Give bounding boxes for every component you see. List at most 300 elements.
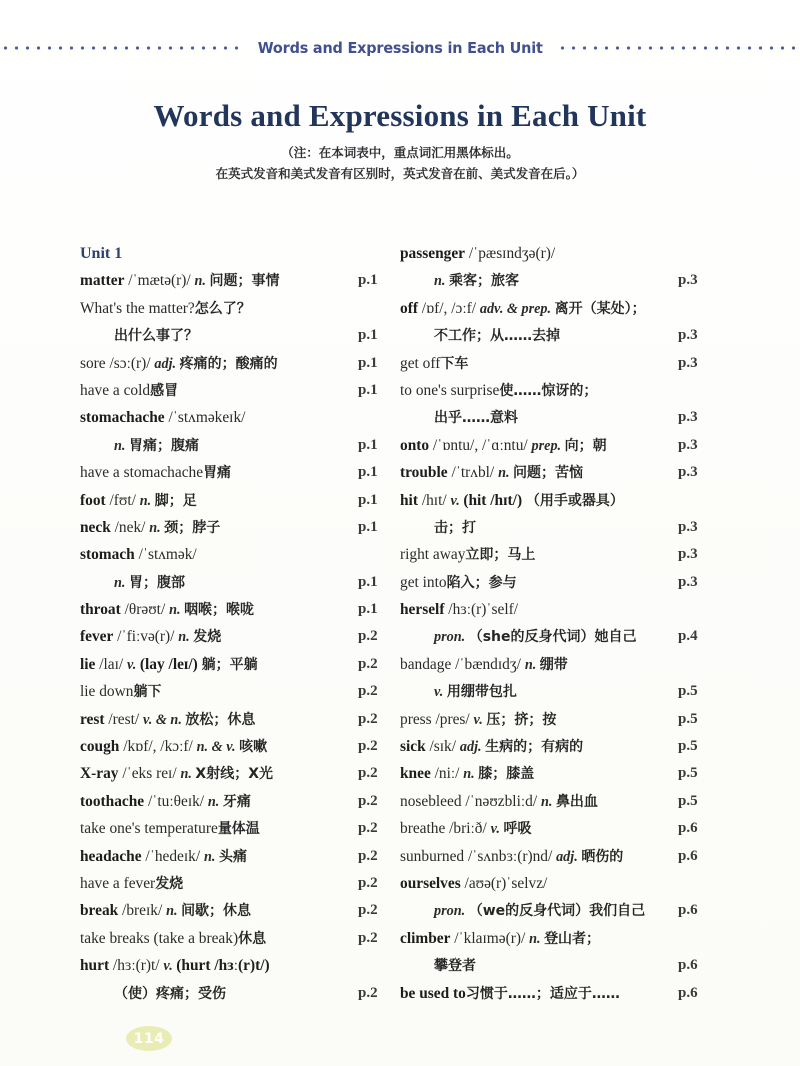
entry-gloss: （she的反身代词）她自己 <box>468 629 637 646</box>
entry-text <box>80 541 197 568</box>
glossary-entry <box>400 404 720 431</box>
entry-headword: take one's temperature <box>80 820 218 838</box>
entry-text <box>80 925 266 953</box>
entry-pronunciation: /ˈstʌməkeɪk/ <box>164 409 246 427</box>
entry-pronunciation: /ˈtuːθeɪk/ <box>144 792 208 810</box>
entry-headword: fever <box>80 628 114 646</box>
entry-pronunciation: /sɪk/ <box>425 738 460 756</box>
entry-gloss: 不工作；从……去掉 <box>434 328 560 345</box>
entry-part-of-speech: n. <box>180 766 196 783</box>
glossary-entry <box>400 760 720 787</box>
entry-page-reference: p.5 <box>678 683 698 700</box>
entry-headword: sunburned <box>400 847 465 865</box>
entry-page-reference: p.6 <box>678 820 698 837</box>
entry-pronunciation: /ˈmætə(r)/ <box>124 272 195 290</box>
entry-gloss: 发烧 <box>155 875 184 892</box>
entry-headword: be used to <box>400 984 466 1002</box>
entry-gloss: 咳嗽 <box>239 739 268 756</box>
entry-pronunciation: /hɪt/ <box>417 491 451 509</box>
entry-page-reference: p.2 <box>358 874 378 891</box>
entry-part-of-speech: adj. <box>459 739 486 756</box>
entry-gloss: 躺；平躺 <box>201 656 258 673</box>
entry-part-of-speech: n. <box>498 465 514 482</box>
entry-part-of-speech: n. & v. <box>196 739 240 756</box>
entry-part-of-speech: v. <box>127 656 140 673</box>
glossary-entry <box>400 267 720 294</box>
entry-headword: have a stomachache <box>80 464 204 482</box>
entry-page-reference: p.3 <box>678 573 698 590</box>
entry-text <box>400 788 598 816</box>
entry-headword: nosebleed <box>400 792 462 810</box>
glossary-entry <box>400 487 720 514</box>
entry-page-reference: p.2 <box>358 984 378 1001</box>
entry-pronunciation: /ˈpæsɪndʒə(r)/ <box>464 245 556 262</box>
entry-gloss: 休息 <box>238 930 267 947</box>
entry-pronunciation: /nek/ <box>110 518 150 536</box>
entry-gloss: 头痛 <box>218 848 247 865</box>
entry-page-reference: p.3 <box>678 546 698 563</box>
entry-headword: have a cold <box>80 381 151 399</box>
entry-pronunciation: /ˈsʌnbɜː(r)nd/ <box>464 847 557 865</box>
entry-inflection: (hurt /hɜː(r)t/) <box>176 957 270 975</box>
entry-headword: rest <box>80 710 105 728</box>
entry-page-reference: p.2 <box>358 792 378 809</box>
entry-pronunciation: /briːð/ <box>445 820 491 838</box>
entry-text <box>400 514 476 542</box>
entry-inflection: (lay /leɪ/) <box>139 655 202 673</box>
glossary-entry <box>80 623 400 650</box>
entry-headword: sick <box>400 738 426 756</box>
glossary-entry <box>80 404 400 431</box>
entry-text <box>400 678 517 706</box>
entry-page-reference: p.1 <box>358 464 378 481</box>
entry-part-of-speech: v. & n. <box>142 711 186 728</box>
glossary-entry <box>80 569 400 596</box>
glossary-entry <box>400 843 720 870</box>
glossary-entry <box>80 459 400 486</box>
glossary-entry <box>400 678 720 705</box>
entry-text <box>80 897 251 925</box>
entry-page-reference: p.5 <box>678 792 698 809</box>
entry-part-of-speech: adj. <box>154 355 180 372</box>
glossary-entry <box>80 870 400 897</box>
entry-page-reference: p.6 <box>678 902 698 919</box>
entry-text <box>400 432 607 460</box>
entry-page-reference: p.1 <box>358 573 378 590</box>
glossary-entry <box>400 623 720 650</box>
entry-gloss: 躺下 <box>133 684 162 701</box>
entry-gloss: 向；朝 <box>564 437 607 454</box>
entry-text <box>400 541 535 569</box>
entry-text <box>80 870 183 898</box>
glossary-entry <box>80 322 400 349</box>
glossary-entry <box>80 760 400 787</box>
entry-text <box>400 623 637 651</box>
entry-pronunciation: /fʊt/ <box>105 491 140 509</box>
entry-text <box>80 295 251 323</box>
entry-pronunciation: /ˈstʌmək/ <box>134 546 197 564</box>
entry-text <box>80 404 245 431</box>
glossary-entry <box>80 377 400 404</box>
entry-headword: headache <box>80 847 142 865</box>
entry-gloss: 乘客；旅客 <box>448 273 519 290</box>
glossary-entry <box>80 267 400 294</box>
glossary-entry <box>400 980 720 1007</box>
entry-pronunciation: /ˈtrʌbl/ <box>447 464 499 482</box>
entry-part-of-speech: n. <box>114 437 129 454</box>
glossary-entry <box>80 651 400 678</box>
entry-pronunciation: /niː/ <box>430 765 464 783</box>
entry-headword: passenger <box>400 245 465 262</box>
entry-page-reference: p.6 <box>678 847 698 864</box>
entry-part-of-speech: n. <box>114 574 129 591</box>
entry-pronunciation: /ˈfiːvə(r)/ <box>113 628 179 646</box>
glossary-entry <box>80 897 400 924</box>
entry-gloss: 咽喉；喉咙 <box>184 602 255 619</box>
entry-headword: take breaks (take a break) <box>80 929 239 947</box>
entry-text <box>80 459 231 487</box>
entry-gloss: 颈；脖子 <box>164 519 221 536</box>
entry-part-of-speech: v. <box>450 492 464 509</box>
entry-text <box>80 952 270 980</box>
entry-headword: ourselves <box>400 874 461 892</box>
glossary-entry <box>400 733 720 760</box>
entry-pronunciation: /pres/ <box>431 710 474 728</box>
glossary-entry <box>400 952 720 979</box>
entry-headword: have a fever <box>80 874 156 892</box>
entry-text <box>400 925 600 953</box>
entry-pronunciation: /ˈnəʊzbliːd/ <box>461 792 541 810</box>
entry-page-reference: p.4 <box>678 628 698 645</box>
entry-text <box>80 350 278 378</box>
entry-gloss: 使……惊讶的； <box>499 382 598 399</box>
entry-gloss: 离开（某处）； <box>554 300 646 317</box>
entry-gloss: 问题；苦恼 <box>513 465 584 482</box>
entry-gloss: 陷入；参与 <box>446 574 517 591</box>
entry-text <box>400 350 468 378</box>
entry-gloss: （用手或器具） <box>525 492 624 509</box>
entry-headword: right away <box>400 546 466 564</box>
entry-page-reference: p.3 <box>678 354 698 371</box>
entry-gloss: 问题；事情 <box>209 273 280 290</box>
entry-headword: off <box>400 299 418 317</box>
glossary-entry <box>400 322 720 349</box>
entry-part-of-speech: n. <box>139 492 155 509</box>
entry-headword: throat <box>80 601 121 619</box>
glossary-entry <box>400 596 720 623</box>
glossary-entry <box>80 925 400 952</box>
entry-page-reference: p.2 <box>358 929 378 946</box>
entry-headword: hit <box>400 491 418 509</box>
entry-gloss: 牙痛 <box>222 793 251 810</box>
entry-text <box>400 980 620 1008</box>
entry-part-of-speech: v. <box>490 821 504 838</box>
glossary-column-left <box>80 240 400 1007</box>
glossary-entry <box>80 843 400 870</box>
glossary-entry <box>80 596 400 623</box>
entry-text <box>400 322 560 350</box>
entry-text <box>80 487 197 515</box>
entry-text <box>80 569 185 597</box>
usage-note <box>0 142 800 184</box>
entry-text <box>400 706 556 734</box>
entry-page-reference: p.5 <box>678 710 698 727</box>
entry-gloss: 胃；腹部 <box>128 574 185 591</box>
glossary-entry <box>400 541 720 568</box>
entry-text <box>400 459 583 487</box>
entry-gloss: （we的反身代词）我们自己 <box>468 903 646 920</box>
entry-gloss: 怎么了？ <box>194 300 251 317</box>
entry-part-of-speech: v. <box>473 711 487 728</box>
entry-page-reference: p.2 <box>358 820 378 837</box>
entry-page-reference: p.1 <box>358 354 378 371</box>
glossary-entry <box>80 541 400 568</box>
entry-page-reference: p.1 <box>358 518 378 535</box>
glossary-entry <box>80 815 400 842</box>
unit-heading: Unit 1 <box>80 245 123 262</box>
entry-pronunciation: /ˈɒntu/, /ˈɑːntu/ <box>429 436 532 454</box>
glossary-entry <box>80 706 400 733</box>
entry-part-of-speech: adj. <box>556 848 582 865</box>
entry-text <box>400 267 519 295</box>
entry-part-of-speech: n. <box>540 793 556 810</box>
entry-text <box>400 240 555 267</box>
glossary-entry <box>400 514 720 541</box>
entry-headword: press <box>400 710 432 728</box>
entry-text <box>400 760 534 788</box>
glossary-entry <box>80 952 400 979</box>
entry-text <box>80 267 280 295</box>
entry-headword: stomachache <box>80 409 165 427</box>
entry-gloss: 晒伤的 <box>581 848 624 865</box>
glossary-entry <box>400 651 720 678</box>
entry-gloss: X射线；X光 <box>195 766 274 783</box>
entry-text <box>400 569 517 597</box>
entry-text <box>400 952 476 980</box>
entry-pronunciation: /θrəʊt/ <box>120 601 170 619</box>
entry-headword: foot <box>80 491 106 509</box>
entry-pronunciation: /ˈbændɪdʒ/ <box>451 655 525 673</box>
entry-page-reference: p.5 <box>678 765 698 782</box>
entry-text <box>400 487 624 515</box>
entry-gloss: 生病的；有病的 <box>485 739 584 756</box>
entry-page-reference: p.2 <box>358 683 378 700</box>
entry-gloss: 呼吸 <box>503 821 532 838</box>
entry-headword: What's the matter? <box>80 299 195 317</box>
entry-gloss: 用绷带包扎 <box>446 684 517 701</box>
running-head-title: Words and Expressions in Each Unit <box>257 39 543 57</box>
glossary-entry <box>80 487 400 514</box>
entry-page-reference: p.1 <box>358 272 378 289</box>
entry-text <box>80 760 273 788</box>
entry-page-reference: p.6 <box>678 984 698 1001</box>
entry-text <box>80 322 198 350</box>
page-number-badge: 114 <box>126 1026 172 1051</box>
entry-pronunciation: /ˈklaɪmə(r)/ <box>450 929 530 947</box>
glossary-entry <box>400 870 720 897</box>
running-head <box>0 36 800 60</box>
entry-pronunciation: /ˈeks reɪ/ <box>118 765 181 783</box>
entry-gloss: 胃痛；腹痛 <box>128 437 199 454</box>
entry-page-reference: p.1 <box>358 327 378 344</box>
entry-gloss: 习惯于……；适应于…… <box>465 985 620 1002</box>
entry-part-of-speech: n. <box>207 793 223 810</box>
glossary-entry <box>400 350 720 377</box>
entry-page-reference: p.2 <box>358 710 378 727</box>
glossary-entry <box>400 569 720 596</box>
entry-gloss: 出乎……意料 <box>434 410 518 427</box>
entry-page-reference: p.1 <box>358 601 378 618</box>
entry-pronunciation: /hɜː(r)t/ <box>109 957 164 975</box>
usage-note-line-1: （注：在本词表中，重点词汇用黑体标出。 <box>281 145 519 160</box>
entry-gloss: 膝；膝盖 <box>478 766 535 783</box>
entry-gloss: 脚；足 <box>154 492 197 509</box>
entry-part-of-speech: pron. <box>434 903 469 920</box>
entry-text <box>80 623 221 651</box>
glossary-entry <box>400 815 720 842</box>
entry-gloss: 感冒 <box>150 382 179 399</box>
entry-text <box>400 733 583 761</box>
entry-headword: X-ray <box>80 765 119 783</box>
entry-text <box>400 651 568 679</box>
entry-gloss: 登山者； <box>544 930 601 947</box>
entry-part-of-speech: prep. <box>531 437 565 454</box>
entry-page-reference: p.2 <box>358 902 378 919</box>
entry-text <box>80 651 258 679</box>
entry-page-reference: p.3 <box>678 272 698 289</box>
glossary-entry <box>400 240 720 267</box>
entry-gloss: 立即；马上 <box>465 547 536 564</box>
glossary-entry <box>80 733 400 760</box>
entry-page-reference: p.2 <box>358 847 378 864</box>
entry-part-of-speech: v. <box>434 684 447 701</box>
glossary-entry <box>400 925 720 952</box>
entry-inflection: (hit /hɪt/) <box>463 491 526 509</box>
entry-part-of-speech: n. <box>529 930 545 947</box>
entry-text <box>80 788 251 816</box>
entry-headword: toothache <box>80 792 145 810</box>
entry-gloss: 下车 <box>440 355 469 372</box>
entry-gloss: 攀登者 <box>434 958 476 975</box>
glossary-entry <box>400 377 720 404</box>
entry-part-of-speech: n. <box>169 602 185 619</box>
entry-page-reference: p.1 <box>358 436 378 453</box>
entry-pronunciation: /ɒf/, /ɔːf/ <box>417 299 480 317</box>
dotted-rule-left <box>0 46 243 50</box>
page-title: Words and Expressions in Each Unit <box>153 98 647 133</box>
entry-gloss: 发烧 <box>193 629 222 646</box>
entry-headword: onto <box>400 436 430 454</box>
glossary-column-right <box>400 240 720 1007</box>
entry-page-reference: p.2 <box>358 738 378 755</box>
dotted-rule-right <box>557 46 800 50</box>
entry-pronunciation: /kɒf/, /kɔːf/ <box>119 738 197 756</box>
entry-gloss: 量体温 <box>217 821 260 838</box>
entry-page-reference: p.3 <box>678 436 698 453</box>
glossary-entry <box>80 295 400 322</box>
entry-text <box>80 596 254 624</box>
glossary-entry <box>80 514 400 541</box>
entry-pronunciation: /ˈhedeɪk/ <box>141 847 204 865</box>
entry-headword: to one's surprise <box>400 381 500 399</box>
entry-headword: trouble <box>400 464 448 482</box>
entry-page-reference: p.6 <box>678 957 698 974</box>
entry-page-reference: p.2 <box>358 628 378 645</box>
entry-headword: herself <box>400 601 445 619</box>
entry-gloss: （使）疼痛；受伤 <box>114 985 226 1002</box>
entry-headword: cough <box>80 738 120 756</box>
entry-headword: break <box>80 902 119 920</box>
glossary-entry <box>400 788 720 815</box>
entry-text <box>400 377 597 405</box>
glossary-entry <box>80 432 400 459</box>
entry-text <box>400 843 623 871</box>
entry-gloss: 间歇；休息 <box>181 903 252 920</box>
glossary-columns <box>0 240 800 1030</box>
entry-page-reference: p.5 <box>678 738 698 755</box>
glossary-entry <box>400 459 720 486</box>
entry-pronunciation: /rest/ <box>104 710 143 728</box>
entry-headword: climber <box>400 929 451 947</box>
entry-pronunciation: /laɪ/ <box>95 655 128 673</box>
entry-text <box>80 377 178 405</box>
entry-text <box>400 815 532 843</box>
entry-part-of-speech: n. <box>178 629 194 646</box>
entry-headword: sore <box>80 354 106 372</box>
entry-pronunciation: /hɜː(r)ˈself/ <box>444 601 519 619</box>
entry-text <box>400 870 547 897</box>
entry-text <box>80 706 255 734</box>
entry-part-of-speech: n. <box>166 903 182 920</box>
entry-page-reference: p.3 <box>678 518 698 535</box>
entry-part-of-speech: n. <box>203 848 219 865</box>
entry-page-reference: p.2 <box>358 765 378 782</box>
entry-text <box>400 295 646 323</box>
entry-text <box>80 514 220 542</box>
entry-gloss: 绷带 <box>539 656 568 673</box>
entry-part-of-speech: pron. <box>434 629 469 646</box>
entry-text <box>80 980 226 1008</box>
entry-text <box>80 432 199 460</box>
glossary-entry <box>80 788 400 815</box>
entry-page-reference: p.3 <box>678 409 698 426</box>
glossary-entry <box>400 897 720 924</box>
entry-part-of-speech: n. <box>434 273 449 290</box>
entry-part-of-speech: v. <box>163 958 177 975</box>
entry-part-of-speech: n. <box>149 519 165 536</box>
entry-headword: lie <box>80 655 96 673</box>
entry-headword: get into <box>400 573 447 591</box>
entry-headword: lie down <box>80 683 134 701</box>
entry-headword: matter <box>80 272 125 290</box>
entry-headword: hurt <box>80 957 110 975</box>
entry-page-reference: p.1 <box>358 491 378 508</box>
entry-headword: breathe <box>400 820 446 838</box>
glossary-entry <box>80 350 400 377</box>
entry-text <box>80 815 260 843</box>
entry-gloss: 击；打 <box>434 519 476 536</box>
entry-headword: knee <box>400 765 431 783</box>
entry-part-of-speech: n. <box>524 656 540 673</box>
entry-headword: bandage <box>400 655 452 673</box>
entry-pronunciation: /breɪk/ <box>118 902 167 920</box>
entry-text <box>400 404 518 432</box>
entry-part-of-speech: adv. & prep. <box>479 300 555 317</box>
entry-text <box>400 596 518 623</box>
entry-gloss: 疼痛的；酸痛的 <box>179 355 278 372</box>
entry-gloss: 出什么事了？ <box>114 328 198 345</box>
entry-page-reference: p.2 <box>358 655 378 672</box>
